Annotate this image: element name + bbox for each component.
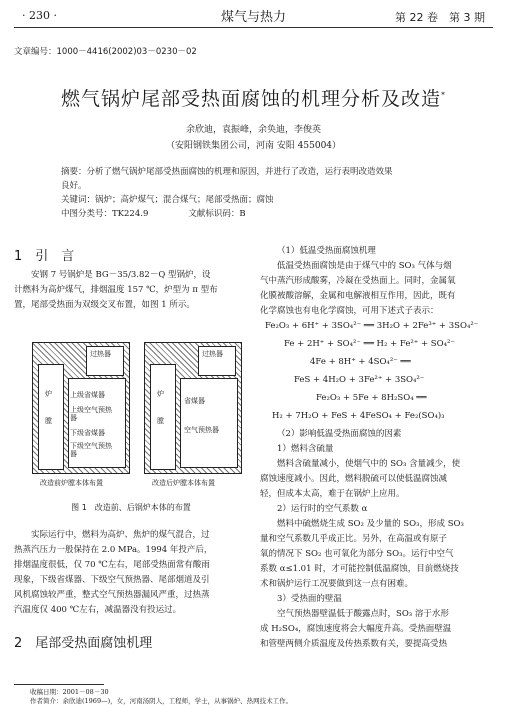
furnace-label: 膛 [157, 417, 164, 425]
furnace-label: 炉 [45, 390, 52, 398]
section-1-heading: 1 引 言 [14, 249, 75, 264]
footnote [30, 688, 292, 706]
text-line: 轻，但成本太高，难于在锅炉上应用。 [260, 489, 405, 499]
text-line: 氧的情况下 SO₂ 也可氧化为部分 SO₃。运行中空气 [260, 549, 454, 559]
air-preheater-label: 空气预热器 [184, 426, 219, 434]
issue-info: 第 22 卷 第 3 期 [395, 11, 485, 24]
text-line: 风机腐蚀较严重，整式空气预热器漏风严重，过热蒸 [14, 590, 210, 600]
lower-air-preheater-label: 下级空气预热器 [70, 442, 112, 458]
document-code: 文献标识码：B [188, 209, 246, 219]
paper-title [0, 84, 507, 111]
equation: Fe + 2H⁺ + SO₄²⁻ ══ H₂ + Fe²⁺ + SO₄²⁻ [284, 339, 455, 349]
lower-economizer-label: 下级省煤器 [70, 429, 105, 437]
journal-name: 煤气与热力 [220, 10, 286, 25]
furnace-label: 膛 [45, 417, 52, 425]
upper-economizer-label: 上级省煤器 [70, 391, 105, 399]
section-2-heading: 2 尾部受热面腐蚀机理 [14, 636, 153, 651]
text-line: 化学腐蚀也有电化学腐蚀，可用下述式子表示： [260, 306, 439, 316]
figure-1-caption: 图 1 改造前、后锅炉本体的布置 [71, 503, 191, 512]
furnace-label: 炉 [157, 390, 164, 398]
intro-paragraph [14, 268, 248, 313]
subheading: 3）受热面的壁温 [277, 594, 342, 604]
text-line: 和管壁两侧介质温度及传热系数有关，要提高受热 [260, 639, 448, 649]
text-line: 计燃料为高炉煤气，排烟温度 157 ℃，炉型为 π 型布 [14, 285, 218, 295]
text-line: 安钢 7 号锅炉是 BG－35/3.82－Q 型锅炉，设 [31, 270, 211, 280]
text-line: 成 H₂SO₄，腐蚀速度将会大幅度升高。受热面壁温 [260, 624, 452, 634]
figure-subcaption-before: 改造前炉膛本体布置 [40, 479, 103, 487]
equation: Fe₂O₃ + 6H⁺ + 3SO₄²⁻ ══ 3H₂O + 2Fe³⁺ + 3SO₄²⁻ [265, 321, 479, 331]
page-number: · 230 · [22, 9, 57, 22]
equation: H₂ + 7H₂O + FeS + 4FeSO₄ + Fe₂(SO₄)₃ [272, 411, 445, 421]
text-line: 术和锅炉运行工况要做到这一点有困难。 [260, 579, 414, 589]
text-line: 热蒸汽压力一般保持在 2.0 MPa。1994 年投产后， [14, 545, 213, 555]
text-line: 低温受热面腐蚀是由于煤气中的 SO₃ 气体与烟 [277, 261, 452, 271]
subheading: （1）低温受热面腐蚀机理 [277, 246, 376, 256]
received-date: 收稿日期：2001－08－30 [30, 688, 109, 696]
clc-number: 中图分类号：TK224.9 [61, 209, 149, 219]
footnote-rule [14, 684, 104, 685]
abstract-line: 良好。 [61, 181, 87, 191]
text-line: 燃料含硫量减小，使烟气中的 SO₃ 含量减少，使 [277, 459, 461, 469]
title-footnote-mark: * [441, 90, 446, 100]
keywords: 关键词：锅炉；高炉煤气；混合煤气；尾部受热面；腐蚀 [61, 195, 274, 205]
equation: FeS + 4H₂O + 3Fe²⁺ + 3SO₄²⁻ [294, 375, 425, 385]
text-line: 汽温度仅 400 ℃左右，减温器没有投运过。 [14, 605, 182, 615]
economizer-label: 省煤器 [184, 397, 205, 405]
operation-paragraph [14, 528, 248, 618]
subheading: 1）燃料含硫量 [277, 444, 334, 454]
subheading: （2）影响低温受热面腐蚀的因素 [277, 429, 402, 439]
superheater-label: 过热器 [202, 350, 223, 358]
upper-air-preheater-label: 上级空气预热器 [70, 406, 112, 422]
title-text: 燃气锅炉尾部受热面腐蚀的机理分析及改造 [60, 88, 441, 110]
figure-subcaption-after: 改造后炉膛本体布置 [152, 479, 215, 487]
author-bio: 作者简介：余欣迪(1969—)，女，河南汤阴人，工程师，学士，从事锅炉、热网技术工作。 [30, 697, 293, 705]
affiliation: （安阳钢铁集团公司，河南 安阳 455004） [165, 141, 342, 151]
abstract-line: 摘要：分析了燃气锅炉尾部受热面腐蚀的机理和原因，并进行了改造，运行表明改造效果 [61, 167, 393, 177]
text-line: 气中蒸汽形成酸雾，冷凝在受热面上。同时，金属氧 [260, 276, 456, 286]
text-line: 排烟温度很低，仅 70 ℃左右，尾部受热面常有酸雨 [14, 560, 210, 570]
figure-1 [24, 334, 240, 492]
subheading: 2）运行时的空气系数 α [277, 504, 368, 514]
superheater-label: 过热器 [90, 350, 111, 358]
text-line: 空气预热器壁温低于酸露点时，SO₃ 溶于水形 [277, 609, 449, 619]
abstract [61, 165, 461, 221]
text-line: 化膜被酸溶解，金属和电解液相互作用，因此，既有 [260, 291, 456, 301]
text-line: 置，尾部受热面为双级交叉布置，如图 1 所示。 [14, 300, 195, 310]
classification-row [61, 207, 461, 221]
text-line: 燃料中硫燃烧生成 SO₂ 及少量的 SO₃，形成 SO₃ [277, 519, 464, 529]
article-id: 文章编号：1000－4416(2002)03－0230－02 [14, 47, 197, 57]
header-rule [14, 27, 493, 28]
equation: 4Fe + 8H⁺ + 4SO₄²⁻ ══ [310, 357, 411, 367]
text-line: 腐蚀速度减小。因此，燃料脱硫可以使低温腐蚀减 [260, 474, 448, 484]
text-line: 现象，下级省煤器、下级空气预热器、尾部烟道及引 [14, 575, 210, 585]
authors: 余欣迪，袁振峰，余奂迪，李俊英 [185, 125, 321, 135]
text-line: 系数 α≤1.01 时，才可能控制低温腐蚀，目前燃烧技 [260, 564, 459, 574]
equation: Fe₂O₃ + 5Fe + 8H₂SO₄ ══ [316, 393, 427, 403]
right-column [260, 244, 496, 319]
tail-surfaces-after [180, 378, 238, 468]
right-column-continued [260, 427, 496, 652]
text-line: 实际运行中，燃料为高炉、焦炉的煤气混合，过 [31, 530, 210, 540]
text-line: 量和空气系数几乎成正比。另外，在高温或有原子 [260, 534, 448, 544]
